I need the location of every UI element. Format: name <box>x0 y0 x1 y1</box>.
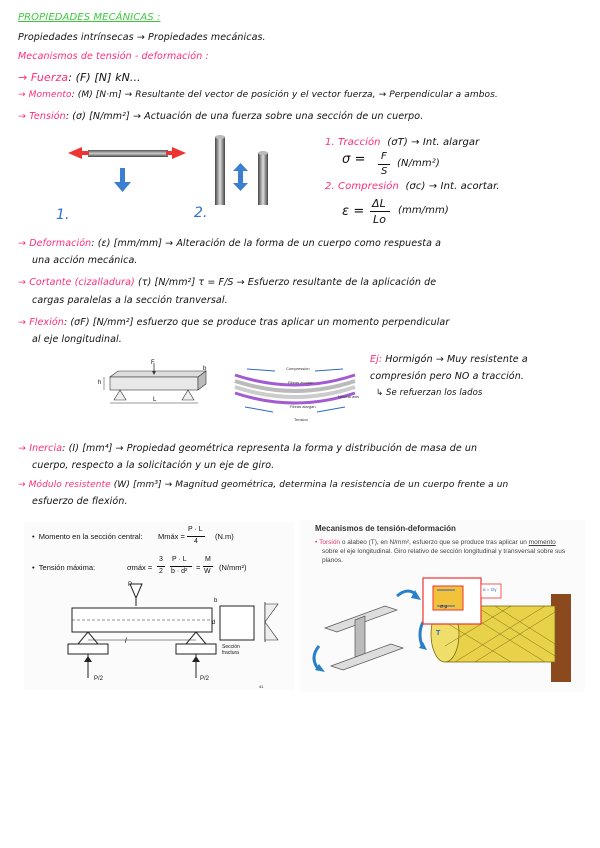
deformacion-label: Deformación <box>29 238 92 249</box>
label-p2-right: P/2 <box>200 676 210 682</box>
torsion-diagram <box>305 566 585 690</box>
label-b: b <box>214 598 218 604</box>
strain-numerator: ΔL <box>372 197 386 210</box>
three-point-bending-diagram <box>50 582 300 690</box>
torsion-text-2: sobre el eje longitudinal. Giro relativo de sección longitudinal y transversal sobre sus <box>322 548 566 555</box>
compression-diagram <box>200 133 295 213</box>
beam-label-l: L <box>153 397 157 403</box>
flexion-text-1: : (σF) [N/mm²] esfuerzo que se produce tras aplicar un momento perpendicular <box>63 317 450 328</box>
curvature-label-compression: Compression <box>286 366 310 371</box>
example-label: Ej: <box>370 354 383 365</box>
compresion-label: 2. Compresión <box>325 181 399 192</box>
page-title: PROPIEDADES MECÁNICAS : <box>18 12 161 23</box>
arrow-icon: → <box>18 277 30 288</box>
example-text-3: ↳ Se refuerzan los lados <box>376 388 483 398</box>
beam-label-h: h <box>98 380 102 386</box>
mmax-numerator: P · L <box>188 526 203 533</box>
arrow-icon: → <box>18 71 31 84</box>
torsion-text-3: planos. <box>322 557 343 564</box>
mmax-unit: (N.m) <box>215 532 234 541</box>
arrow-icon: → <box>18 480 29 490</box>
mmax-denominator: 4 <box>194 538 198 545</box>
curvature-label-bottom: Fibras alargan <box>290 404 316 409</box>
page-number: 41 <box>259 684 264 689</box>
shear-relation-label: α = Gγ <box>483 587 497 592</box>
inercia-label: Inercia <box>29 443 63 454</box>
mmax-symbol: Mmáx = <box>158 532 185 541</box>
smax-equals: = <box>196 563 201 572</box>
cortante-line <box>18 277 436 288</box>
label-seccion: Sección fractura <box>222 644 240 656</box>
torsion-label: Torsión <box>319 539 341 546</box>
print-bullet-2-text: Tensión máxima: <box>38 563 96 572</box>
mechanisms-heading: Mecanismos de tensión - deformación : <box>18 51 209 62</box>
deformacion-text-2: una acción mecánica. <box>32 255 138 266</box>
print-bullet-1 <box>32 532 143 541</box>
arrow-icon: → <box>18 317 30 328</box>
flexion-line <box>18 317 449 328</box>
fraction-bar <box>170 566 192 567</box>
stress-denominator: S <box>381 166 388 177</box>
bullet-icon: • <box>315 539 320 546</box>
arrow-icon: → <box>18 238 30 249</box>
fuerza-text: : (F) [N] kN... <box>68 71 141 84</box>
traccion-line <box>325 137 479 148</box>
deformacion-line <box>18 238 441 249</box>
label-d: d <box>212 620 216 626</box>
beam-label-f: F <box>151 360 155 366</box>
bullet-icon: • <box>32 532 39 541</box>
compresion-text: (σc) → Int. acortar. <box>405 181 500 192</box>
bullet-icon: • <box>32 563 39 572</box>
fraction-bar <box>157 566 165 567</box>
strain-denominator: Lo <box>373 213 387 226</box>
smax-w: W <box>204 568 211 575</box>
momento-label: Momento <box>28 90 72 100</box>
intro-line: Propiedades intrínsecas → Propiedades mecánicas. <box>18 32 266 43</box>
cortante-text-1: (τ) [N/mm²] τ = F/S → Esfuerzo resultante de la aplicación de <box>137 277 437 288</box>
strain-symbol: ε = <box>342 204 365 219</box>
label-p2-left: P/2 <box>94 676 104 682</box>
flexion-text-2: al eje longitudinal. <box>32 334 122 345</box>
example-line-1 <box>370 354 528 365</box>
curvature-label-top: Fibras acortan <box>288 380 314 385</box>
inercia-text-1: : (I) [mm⁴] → Propiedad geométrica representa la forma y distribución de masa de un <box>62 443 478 454</box>
stress-units: (N/mm²) <box>397 158 440 169</box>
element-stress-label: σ μ <box>440 604 448 610</box>
inercia-text-2: cuerpo, respecto a la solicitación y un eje de giro. <box>32 460 275 471</box>
fraction-bar <box>203 566 213 567</box>
sigma-symbol: σ = <box>342 152 366 167</box>
torsion-line-1 <box>315 539 556 546</box>
traccion-label: 1. Tracción <box>325 137 381 148</box>
example-text-2: compresión pero NO a tracción. <box>370 371 524 382</box>
beam-label-b: b <box>203 366 207 372</box>
momento-link: momento <box>528 539 556 546</box>
traccion-text: (σT) → Int. alargar <box>387 137 480 148</box>
arrow-icon: → <box>18 111 30 122</box>
curvature-label-tension: Tension <box>294 417 308 422</box>
momento-line <box>18 90 498 100</box>
smax-denominator: b · d² <box>171 568 188 575</box>
label-l: l <box>125 638 127 645</box>
smax-coef-den: 2 <box>159 568 163 575</box>
modulo-label: Módulo resistente <box>28 480 111 490</box>
bending-beam-diagram <box>90 363 215 423</box>
arrow-icon: → <box>18 90 29 100</box>
tension-label: Tensión <box>29 111 66 122</box>
strain-units: (mm/mm) <box>398 205 449 216</box>
figure-label-2: 2. <box>194 205 208 221</box>
momento-text: : (M) [N·m] → Resultante del vector de posición y el vector fuerza, → Perpendicular a ambos. <box>71 90 498 100</box>
curvature-label-neutral: Neutral axis <box>338 394 360 399</box>
label-p: P <box>128 582 133 588</box>
smax-numerator: P · L <box>172 556 187 563</box>
smax-m: M <box>205 556 211 563</box>
tension-text: : (σ) [N/mm²] → Actuación de una fuerza sobre una sección de un cuerpo. <box>65 111 424 122</box>
torque-label: T <box>436 630 441 637</box>
fraction-bar <box>187 536 205 537</box>
torsion-text-1: o alabeo (T), en N/mm², esfuerzo que se produce tras aplicar un <box>340 539 529 546</box>
smax-coef-num: 3 <box>159 556 163 563</box>
inercia-line <box>18 443 477 454</box>
print-bullet-2 <box>32 563 95 572</box>
tension-line <box>18 111 423 122</box>
print-right-heading: Mecanismos de tensión-deformación <box>315 524 456 533</box>
modulo-line <box>18 480 508 490</box>
traction-diagram <box>60 138 190 208</box>
arrow-icon: → <box>18 443 30 454</box>
fuerza-line <box>18 71 141 84</box>
compresion-line <box>325 181 500 192</box>
fuerza-label: Fuerza <box>30 71 69 84</box>
modulo-text-2: esfuerzo de flexión. <box>32 496 128 507</box>
figure-label-1: 1. <box>56 207 70 223</box>
smax-symbol: σmáx = <box>127 563 153 572</box>
flexion-label: Flexión <box>29 317 64 328</box>
stress-numerator: F <box>381 151 387 162</box>
cortante-text-2: cargas paralelas a la sección tranversal. <box>32 295 228 306</box>
modulo-text-1: (W) [mm³] → Magnitud geométrica, determina la resistencia de un cuerpo frente a un <box>113 480 509 490</box>
smax-unit: (N/mm²) <box>219 563 247 572</box>
example-text-1: Hormigón → Muy resistente a <box>385 354 528 365</box>
print-bullet-1-text: Momento en la sección central: <box>38 532 143 541</box>
deformacion-text-1: : (ε) [mm/mm] → Alteración de la forma de un cuerpo como respuesta a <box>91 238 442 249</box>
fraction-bar <box>378 164 390 165</box>
fraction-bar <box>370 211 390 212</box>
cortante-label: Cortante (cizalladura) <box>29 277 135 288</box>
stress-formula <box>342 152 366 167</box>
